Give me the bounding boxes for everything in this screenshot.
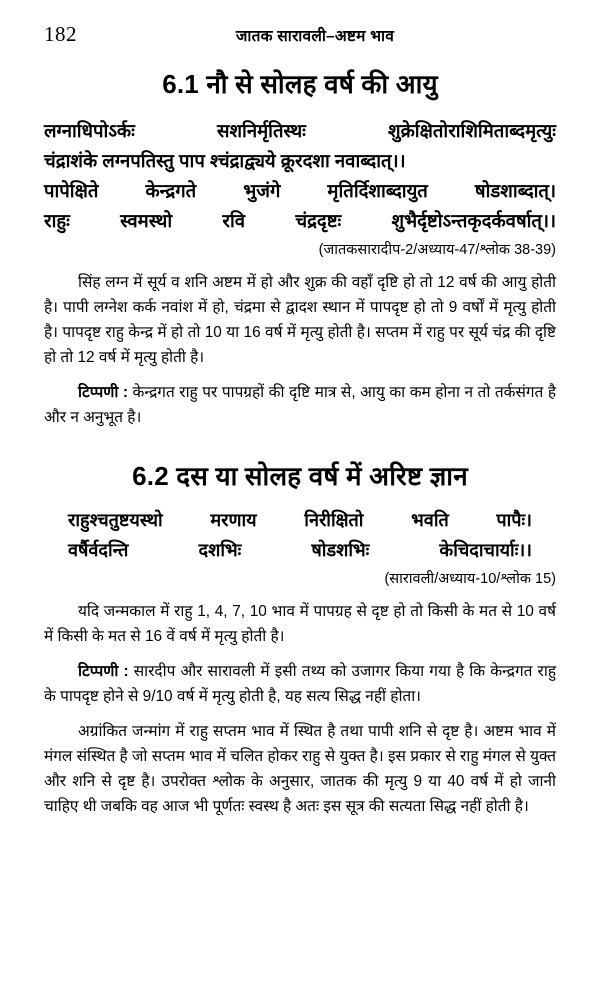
verse-source-6-1: (जातकसारादीप-2/अध्याय-47/श्लोक 38-39) [318,242,556,259]
verse-line: चंद्राशंके लग्नपतिस्तु पाप श्चंद्राद्व्यये क्रूरदशा नवाब्दात्।। [44,150,406,172]
paragraph: सिंह लग्न में सूर्य व शनि अष्टम में हो और शुक्र की वहाँ दृष्टि हो तो 12 वर्ष की आयु होती है। पापी लग्नेश कर्क नवांश में हो, चंद्रमा से द्वादश स्थान में पापदृष्ट हो तो 9 वर्षों में मृत्यु होती है। पापदृष्ट राहु केन्द्र में हो तो 10 या 16 वर्ष में मृत्यु होती है। सप्तम में राहु पर सूर्य चंद्र की दृष्टि हो तो 12 वर्ष में मृत्यु होती है। [44,274,556,367]
note-6-1 [44,381,556,431]
verse-block-6-1 [44,117,556,235]
running-head: जातक सारावली–अष्टम भाव [235,28,395,45]
page-header [44,22,556,47]
note-label: टिप्पणी : [78,662,129,680]
note-label: टिप्पणी : [78,384,129,402]
verse-line: पापेक्षिते केन्द्रगते भुजंगे मृतिर्दिशाब्दायुत षोडशाब्दात्। [44,180,556,202]
verse-source-6-2: (सारावली/अध्याय-10/श्लोक 15) [384,570,556,587]
verse-block-6-2 [44,507,556,564]
paragraph: अग्रांकित जन्मांग में राहु सप्तम भाव में स्थित है तथा पापी शनि से दृष्ट है। अष्टम भाव में मंगल संस्थित है जो सप्तम भाव में चलित होकर राहु से युक्त है। इस प्रकार से राहु मंगल से युक्त और शनि से दृष्ट है। उपरोक्त श्लोक के अनुसार, जातक की मृत्यु 9 या 40 वर्ष में हो जानी चाहिए थी जबकि वह आज भी पूर्णतः स्वस्थ है अतः इस सूत्र की सत्यता सिद्ध नहीं होती है। [44,722,556,815]
note-6-2 [44,660,556,710]
note-text: केन्द्रगत राहु पर पापग्रहों की दृष्टि मात्र से, आयु का कम होना न तो तर्कसंगत है और न अनुभूत है। [44,384,556,427]
section-title-6-1: 6.1 नौ से सोलह वर्ष की आयु [162,69,438,99]
note-text: सारदीप और सारावली में इसी तथ्य को उजागर किया गया है कि केन्द्रगत राहु के पापदृष्ट होने से 9/10 वर्ष में मृत्यु होती है, यह सत्य सिद्ध नहीं होता। [44,662,556,705]
section-title-6-2: 6.2 दस या सोलह वर्ष में अरिष्ट ज्ञान [132,461,468,492]
verse-line: राहुः स्वमस्थो रवि चंद्रदृष्टः शुभैर्दृष्टोऽन्तकृदर्कवर्षात्।। [44,210,556,232]
page-number: 182 [44,22,77,46]
verse-line: वर्षैर्वदन्ति दशभिः षोडशभिः केचिदाचार्याः।। [68,539,532,560]
paragraph: यदि जन्मकाल में राहु 1, 4, 7, 10 भाव में पापग्रह से दृष्ट हो तो किसी के मत से 10 वर्ष में किसी के मत से 16 वें वर्ष में मृत्यु होती है। [44,602,556,645]
verse-line: लग्नाधिपोऽर्कः सशनिर्मृतिस्थः शुक्रेक्षितोराशिमिताब्दमृत्युः [44,120,556,141]
verse-line: राहुश्चतुष्टयस्थो मरणाय निरीक्षितो भवति पापैः। [68,510,532,531]
